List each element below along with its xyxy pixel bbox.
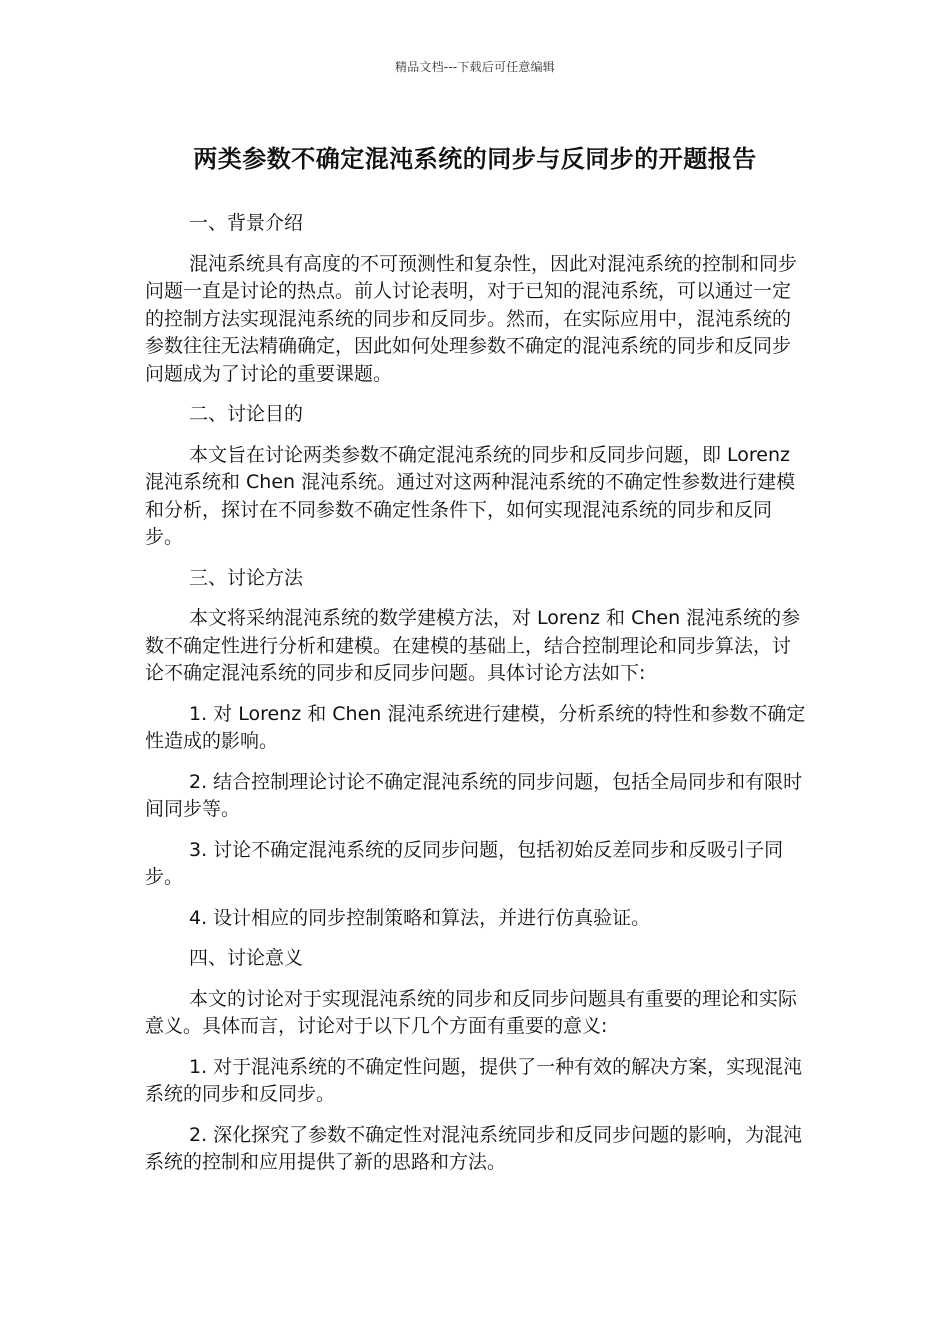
- list-item-method-1: 1. 对 Lorenz 和 Chen 混沌系统进行建模，分析系统的特性和参数不确定性造成的影响。: [145, 702, 806, 752]
- header-note: 精品文档---下载后可任意编辑: [395, 60, 555, 74]
- section-heading-significance: 四、讨论意义: [189, 947, 304, 969]
- document-title: 两类参数不确定混沌系统的同步与反同步的开题报告: [193, 145, 757, 173]
- list-item-method-3: 3. 讨论不确定混沌系统的反同步问题，包括初始反差同步和反吸引子同步。: [145, 838, 784, 888]
- paragraph-purpose: 本文旨在讨论两类参数不确定混沌系统的同步和反同步问题，即 Lorenz 混沌系统和 Chen 混沌系统。通过对这两种混沌系统的不确定性参数进行建模和分析，探讨在不同参数不确定性条件下，如何实现混沌系统的同步和反同步。: [145, 443, 796, 548]
- paragraph-method: 本文将采纳混沌系统的数学建模方法，对 Lorenz 和 Chen 混沌系统的参数不确定性进行分析和建模。在建模的基础上，结合控制理论和同步算法，讨论不确定混沌系统的同步和反同步问题。具体讨论方法如下:: [145, 607, 801, 684]
- list-item-method-4: 4. 设计相应的同步控制策略和算法，并进行仿真验证。: [189, 906, 651, 929]
- section-heading-purpose: 二、讨论目的: [189, 403, 304, 425]
- list-item-method-2: 2. 结合控制理论讨论不确定混沌系统的同步问题，包括全局同步和有限时间同步等。: [145, 770, 803, 820]
- section-heading-method: 三、讨论方法: [189, 566, 304, 589]
- section-heading-background: 一、背景介绍: [189, 212, 304, 234]
- document-body: [145, 210, 807, 1190]
- list-item-significance-1: 1. 对于混沌系统的不确定性问题，提供了一种有效的解决方案，实现混沌系统的同步和反同步。: [145, 1055, 803, 1105]
- list-item-significance-2: 2. 深化探究了参数不确定性对混沌系统同步和反同步问题的影响，为混沌系统的控制和应用提供了新的思路和方法。: [145, 1123, 803, 1173]
- paragraph-background: 混沌系统具有高度的不可预测性和复杂性，因此对混沌系统的控制和同步问题一直是讨论的热点。前人讨论表明，对于已知的混沌系统，可以通过一定的控制方法实现混沌系统的同步和反同步。然而，在实际应用中，混沌系统的参数往往无法精确确定，因此如何处理参数不确定的混沌系统的同步和反同步问题成为了讨论的重要课题。: [145, 252, 798, 385]
- paragraph-significance: 本文的讨论对于实现混沌系统的同步和反同步问题具有重要的理论和实际意义。具体而言，讨论对于以下几个方面有重要的意义:: [145, 987, 798, 1037]
